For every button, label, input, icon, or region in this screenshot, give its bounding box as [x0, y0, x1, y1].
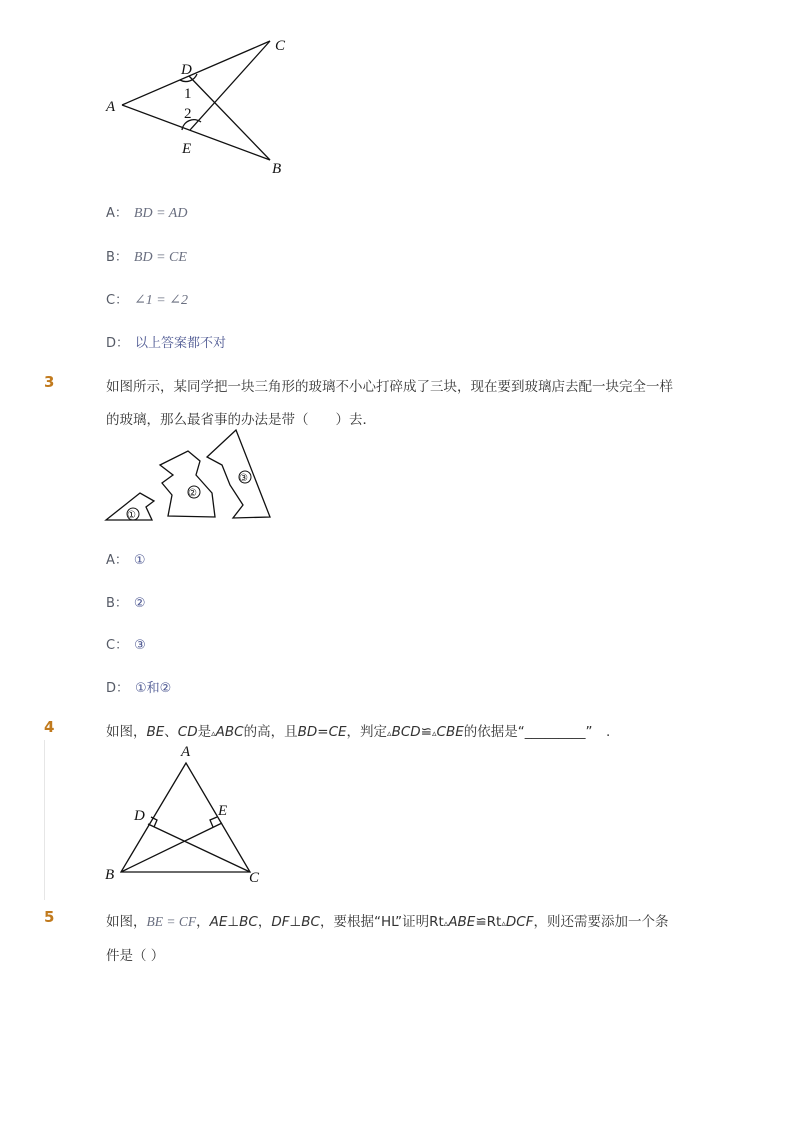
label-angle-2: 2	[184, 106, 192, 122]
question-text: 如图，BE、CD是▵ABC的高，且BD=CE，判定▵BCD≌▵CBE的依据是“_________” .	[106, 724, 611, 740]
question-text: 如图，BE = CF，AE⊥BC，DF⊥BC，要根据“HL”证明Rt▵ABE≌Rt▵DCF，则还需要添加一个条	[106, 914, 669, 930]
option-label: D：	[106, 336, 130, 351]
label-e: E	[182, 141, 192, 157]
label-c: C	[275, 38, 286, 54]
label-c: C	[249, 870, 260, 886]
question-text-line: 件是（ ）	[106, 948, 165, 964]
divider-line	[44, 740, 45, 900]
option-label: B：	[106, 250, 128, 265]
label-e: E	[218, 803, 228, 819]
glass-piece-2	[160, 451, 215, 517]
option-value: ③	[134, 638, 146, 653]
question-text-line: 的玻璃，那么最省事的办法是带（ ）去．	[106, 412, 376, 428]
question-number: 3	[44, 373, 55, 391]
label-b: B	[105, 867, 115, 883]
q2-option-d[interactable]	[106, 332, 226, 351]
label-b: B	[272, 161, 282, 177]
option-value: ②	[133, 596, 146, 611]
question-text-line: 如图所示，某同学把一块三角形的玻璃不小心打碎成了三块，现在要到玻璃店去配一块完全一样	[106, 379, 673, 395]
piece-1-label: ①	[127, 510, 136, 521]
question-number: 5	[44, 908, 55, 926]
option-label: A：	[106, 206, 128, 221]
option-value: ①和②	[135, 681, 172, 696]
piece-3-label: ③	[239, 473, 248, 484]
q3-option-c[interactable]	[106, 634, 146, 653]
q2-option-a[interactable]	[106, 202, 187, 222]
option-label: C：	[106, 638, 129, 653]
label-a: A	[181, 744, 191, 760]
option-value: BD = CE	[133, 250, 187, 265]
q2-option-c[interactable]	[106, 289, 188, 309]
option-value: ∠1 = ∠2	[134, 293, 188, 308]
q4-figure	[100, 738, 270, 888]
option-label: A：	[106, 553, 128, 568]
label-angle-1: 1	[184, 86, 192, 102]
q3-option-d[interactable]	[106, 677, 171, 696]
question-number: 4	[44, 718, 55, 736]
altitude-cd	[148, 824, 250, 872]
q2-figure	[100, 30, 300, 180]
q3-option-b[interactable]	[106, 592, 146, 611]
option-label: C：	[106, 293, 129, 308]
q3-figure	[100, 425, 280, 525]
option-value: 以上答案都不对	[135, 336, 227, 351]
option-label: B：	[106, 596, 128, 611]
option-label: D：	[106, 681, 130, 696]
option-value: ①	[133, 553, 146, 568]
piece-2-label: ②	[188, 488, 197, 499]
q2-option-b[interactable]	[106, 246, 187, 266]
line-ec	[190, 41, 270, 130]
option-value: BD = AD	[133, 206, 188, 221]
answer-blank: _________	[524, 724, 586, 740]
line-ac	[122, 41, 270, 105]
label-d: D	[134, 808, 145, 824]
line-ab	[122, 105, 270, 160]
label-d: D	[181, 62, 192, 78]
q3-option-a[interactable]	[106, 549, 146, 568]
label-a: A	[106, 99, 116, 115]
